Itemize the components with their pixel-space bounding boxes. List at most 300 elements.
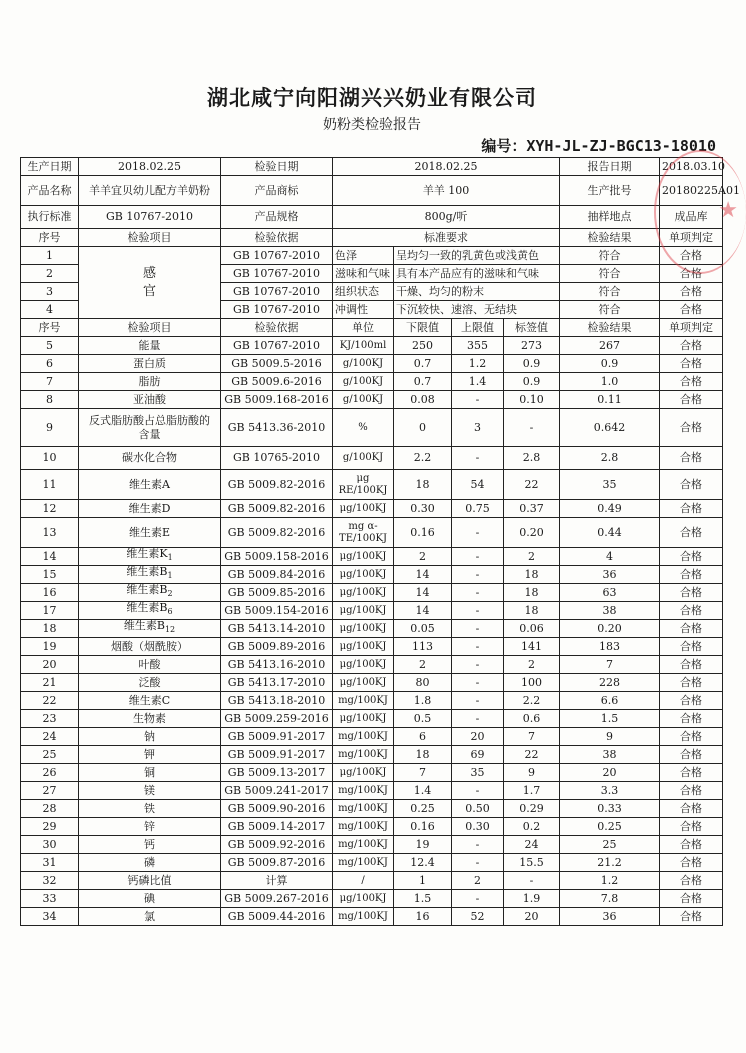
min-cell: 250: [394, 337, 452, 355]
item-subscript: 6: [167, 607, 173, 617]
unit-cell: μg/100KJ: [333, 890, 394, 908]
inspection-table: [20, 157, 740, 926]
requirement-cell: 下沉较快、速溶、无结块: [394, 301, 560, 319]
unit-cell: /: [333, 872, 394, 890]
basis-cell: GB 10767-2010: [221, 265, 333, 283]
judgement-cell: 合格: [660, 373, 723, 391]
judgement-cell: 合格: [660, 890, 723, 908]
judgement-cell: 合格: [660, 782, 723, 800]
sensory-basis-header: 检验依据: [221, 229, 333, 247]
min-cell: 6: [394, 728, 452, 746]
label-value-cell: 0.37: [504, 500, 560, 518]
item-label: 钠: [144, 729, 155, 743]
attribute-cell: 组织状态: [333, 283, 394, 301]
report-title: 奶粉类检验报告: [323, 117, 421, 133]
seq-cell: 19: [21, 638, 79, 656]
report-date-label: 报告日期: [560, 158, 660, 176]
result-cell: 228: [560, 674, 660, 692]
label-value-cell: 0.6: [504, 710, 560, 728]
item-label: 维生素K: [126, 547, 168, 561]
item-cell: [79, 373, 221, 391]
result-cell: 7: [560, 656, 660, 674]
judgement-cell: 合格: [660, 656, 723, 674]
sensory-seq-header: 序号: [21, 229, 79, 247]
seq-cell: 5: [21, 337, 79, 355]
nutrient-row: [21, 447, 723, 470]
min-cell: 0.7: [394, 373, 452, 391]
result-cell: 36: [560, 908, 660, 926]
item-label: 维生素D: [128, 501, 171, 515]
spec-label: 产品规格: [221, 206, 333, 229]
judgement-cell: 合格: [660, 247, 723, 265]
nutrient-row: [21, 710, 723, 728]
seq-cell: 4: [21, 301, 79, 319]
item-cell: [79, 890, 221, 908]
max-cell: -: [452, 602, 504, 620]
unit-cell: mg/100KJ: [333, 746, 394, 764]
basis-cell: GB 5009.44-2016: [221, 908, 333, 926]
nutrient-row: [21, 800, 723, 818]
nutrient-row: [21, 692, 723, 710]
max-cell: 2: [452, 872, 504, 890]
nutrient-seq-header: 序号: [21, 319, 79, 337]
label-value-cell: 9: [504, 764, 560, 782]
unit-cell: μg RE/100KJ: [333, 470, 394, 500]
item-cell: [79, 638, 221, 656]
judgement-cell: 合格: [660, 518, 723, 548]
item-cell: [79, 692, 221, 710]
unit-cell: mg/100KJ: [333, 908, 394, 926]
min-cell: 16: [394, 908, 452, 926]
item-subscript: 1: [167, 571, 173, 581]
seq-cell: 31: [21, 854, 79, 872]
result-cell: 4: [560, 548, 660, 566]
seq-cell: 2: [21, 265, 79, 283]
seq-cell: 8: [21, 391, 79, 409]
basis-cell: GB 5009.85-2016: [221, 584, 333, 602]
judgement-cell: 合格: [660, 470, 723, 500]
min-cell: 0.30: [394, 500, 452, 518]
unit-cell: mg/100KJ: [333, 818, 394, 836]
seq-cell: 17: [21, 602, 79, 620]
item-cell: [79, 602, 221, 620]
item-label: 叶酸: [138, 657, 161, 671]
item-cell: [79, 566, 221, 584]
label-value-cell: 22: [504, 746, 560, 764]
max-cell: -: [452, 782, 504, 800]
nutrient-row: [21, 409, 723, 447]
max-cell: -: [452, 518, 504, 548]
unit-cell: g/100KJ: [333, 447, 394, 470]
sensory-row: [21, 247, 723, 265]
result-cell: 符合: [560, 283, 660, 301]
item-label: 维生素B: [126, 601, 168, 615]
judgement-cell: 合格: [660, 301, 723, 319]
result-cell: 0.642: [560, 409, 660, 447]
max-cell: 0.75: [452, 500, 504, 518]
item-label: 维生素B: [126, 583, 168, 597]
result-cell: 符合: [560, 265, 660, 283]
basis-cell: GB 5009.84-2016: [221, 566, 333, 584]
max-cell: -: [452, 447, 504, 470]
report-date-value: 2018.03.10: [660, 158, 723, 176]
seq-cell: 27: [21, 782, 79, 800]
batch-value: 20180225A01: [660, 176, 723, 206]
result-cell: 0.49: [560, 500, 660, 518]
sensory-group-cell: 感官: [79, 247, 221, 319]
result-cell: 183: [560, 638, 660, 656]
item-label: 烟酸（烟酰胺）: [111, 639, 188, 653]
sensory-requirement-header: 标准要求: [333, 229, 560, 247]
judgement-cell: 合格: [660, 692, 723, 710]
sampling-value: 成品库: [660, 206, 723, 229]
min-cell: 18: [394, 746, 452, 764]
item-label: 碳水化合物: [122, 451, 177, 464]
max-cell: 355: [452, 337, 504, 355]
nutrient-row: [21, 548, 723, 566]
basis-cell: GB 5413.36-2010: [221, 409, 333, 447]
nutrient-row: [21, 373, 723, 391]
item-label: 钙磷比值: [127, 873, 172, 887]
seq-cell: 21: [21, 674, 79, 692]
max-cell: 52: [452, 908, 504, 926]
unit-cell: g/100KJ: [333, 373, 394, 391]
product-name-value: 羊羊宜贝幼儿配方羊奶粉: [79, 176, 221, 206]
stamp-star-icon: ★: [718, 198, 738, 223]
item-cell: [79, 782, 221, 800]
result-cell: 21.2: [560, 854, 660, 872]
nutrient-judgement-header: 单项判定: [660, 319, 723, 337]
judgement-cell: 合格: [660, 854, 723, 872]
judgement-cell: 合格: [660, 728, 723, 746]
max-cell: 69: [452, 746, 504, 764]
label-value-cell: 15.5: [504, 854, 560, 872]
seq-cell: 6: [21, 355, 79, 373]
min-cell: 14: [394, 602, 452, 620]
judgement-cell: 合格: [660, 800, 723, 818]
label-value-cell: 1.7: [504, 782, 560, 800]
basis-cell: GB 5009.90-2016: [221, 800, 333, 818]
document-number: 编号：XYH-JL-ZJ-BGC13-18010: [481, 137, 716, 155]
seq-cell: 10: [21, 447, 79, 470]
nutrient-row: [21, 566, 723, 584]
basis-cell: GB 10767-2010: [221, 283, 333, 301]
nutrient-row: [21, 908, 723, 926]
nutrient-max-header: 上限值: [452, 319, 504, 337]
info-row-3: [21, 206, 723, 229]
min-cell: 0.25: [394, 800, 452, 818]
result-cell: 1.2: [560, 872, 660, 890]
item-subscript: 1: [167, 553, 173, 563]
basis-cell: GB 5009.6-2016: [221, 373, 333, 391]
label-value-cell: 20: [504, 908, 560, 926]
attribute-cell: 滋味和气味: [333, 265, 394, 283]
unit-cell: μg/100KJ: [333, 584, 394, 602]
label-value-cell: 0.9: [504, 373, 560, 391]
min-cell: 80: [394, 674, 452, 692]
max-cell: -: [452, 391, 504, 409]
seq-cell: 18: [21, 620, 79, 638]
result-cell: 63: [560, 584, 660, 602]
label-value-cell: 2: [504, 548, 560, 566]
result-cell: 35: [560, 470, 660, 500]
nutrient-row: [21, 746, 723, 764]
max-cell: 35: [452, 764, 504, 782]
nutrient-row: [21, 391, 723, 409]
result-cell: 0.33: [560, 800, 660, 818]
result-cell: 267: [560, 337, 660, 355]
unit-cell: μg/100KJ: [333, 764, 394, 782]
label-value-cell: 7: [504, 728, 560, 746]
seq-cell: 23: [21, 710, 79, 728]
basis-cell: GB 5009.92-2016: [221, 836, 333, 854]
judgement-cell: 合格: [660, 908, 723, 926]
item-label: 维生素E: [128, 525, 171, 539]
label-value-cell: 0.9: [504, 355, 560, 373]
item-subscript: 2: [167, 589, 173, 599]
min-cell: 2: [394, 548, 452, 566]
label-value-cell: 2.2: [504, 692, 560, 710]
seq-cell: 13: [21, 518, 79, 548]
judgement-cell: 合格: [660, 764, 723, 782]
standard-label: 执行标准: [21, 206, 79, 229]
max-cell: 0.50: [452, 800, 504, 818]
label-value-cell: 1.9: [504, 890, 560, 908]
min-cell: 19: [394, 836, 452, 854]
max-cell: -: [452, 566, 504, 584]
basis-cell: GB 5009.158-2016: [221, 548, 333, 566]
unit-cell: KJ/100ml: [333, 337, 394, 355]
item-label: 维生素B: [123, 619, 165, 633]
max-cell: -: [452, 674, 504, 692]
label-value-cell: 0.06: [504, 620, 560, 638]
max-cell: -: [452, 584, 504, 602]
basis-cell: GB 5009.89-2016: [221, 638, 333, 656]
label-value-cell: 18: [504, 602, 560, 620]
unit-cell: %: [333, 409, 394, 447]
item-cell: [79, 337, 221, 355]
brand-value: 羊羊 100: [333, 176, 560, 206]
seq-cell: 14: [21, 548, 79, 566]
basis-cell: GB 5009.82-2016: [221, 518, 333, 548]
judgement-cell: 合格: [660, 872, 723, 890]
label-value-cell: 141: [504, 638, 560, 656]
judgement-cell: 合格: [660, 566, 723, 584]
judgement-cell: 合格: [660, 447, 723, 470]
item-cell: [79, 764, 221, 782]
judgement-cell: 合格: [660, 818, 723, 836]
basis-cell: GB 5009.87-2016: [221, 854, 333, 872]
result-cell: 0.9: [560, 355, 660, 373]
seq-cell: 1: [21, 247, 79, 265]
sensory-result-header: 检验结果: [560, 229, 660, 247]
result-cell: 9: [560, 728, 660, 746]
judgement-cell: 合格: [660, 674, 723, 692]
result-cell: 0.44: [560, 518, 660, 548]
max-cell: -: [452, 710, 504, 728]
max-cell: -: [452, 836, 504, 854]
unit-cell: μg/100KJ: [333, 500, 394, 518]
item-label: 镁: [144, 783, 155, 797]
min-cell: 12.4: [394, 854, 452, 872]
sampling-label: 抽样地点: [560, 206, 660, 229]
nutrient-row: [21, 638, 723, 656]
basis-cell: GB 5009.259-2016: [221, 710, 333, 728]
attribute-cell: 色泽: [333, 247, 394, 265]
max-cell: -: [452, 656, 504, 674]
item-cell: [79, 355, 221, 373]
unit-cell: mg α-TE/100KJ: [333, 518, 394, 548]
item-label: 维生素A: [129, 477, 170, 491]
nutrient-row: [21, 620, 723, 638]
max-cell: 1.4: [452, 373, 504, 391]
max-cell: 0.30: [452, 818, 504, 836]
nutrient-row: [21, 500, 723, 518]
item-label: 泛酸: [138, 675, 161, 689]
test-date-label: 检验日期: [221, 158, 333, 176]
result-cell: 0.25: [560, 818, 660, 836]
unit-cell: mg/100KJ: [333, 782, 394, 800]
min-cell: 1.8: [394, 692, 452, 710]
result-cell: 38: [560, 746, 660, 764]
company-name: 湖北咸宁向阳湖兴兴奶业有限公司: [207, 86, 537, 110]
basis-cell: GB 10765-2010: [221, 447, 333, 470]
unit-cell: mg/100KJ: [333, 800, 394, 818]
item-label: 亚油酸: [133, 392, 166, 406]
label-value-cell: 0.10: [504, 391, 560, 409]
basis-cell: GB 5009.91-2017: [221, 728, 333, 746]
seq-cell: 28: [21, 800, 79, 818]
result-cell: 20: [560, 764, 660, 782]
basis-cell: GB 5009.14-2017: [221, 818, 333, 836]
item-cell: [79, 836, 221, 854]
item-label: 铜: [144, 765, 155, 779]
basis-cell: GB 5009.91-2017: [221, 746, 333, 764]
seq-cell: 25: [21, 746, 79, 764]
unit-cell: μg/100KJ: [333, 674, 394, 692]
unit-cell: g/100KJ: [333, 355, 394, 373]
item-cell: [79, 447, 221, 470]
item-cell: [79, 391, 221, 409]
result-cell: 0.11: [560, 391, 660, 409]
basis-cell: GB 10767-2010: [221, 337, 333, 355]
result-cell: 3.3: [560, 782, 660, 800]
item-cell: [79, 584, 221, 602]
max-cell: -: [452, 890, 504, 908]
unit-cell: μg/100KJ: [333, 566, 394, 584]
product-name-label: 产品名称: [21, 176, 79, 206]
judgement-cell: 合格: [660, 548, 723, 566]
nutrient-row: [21, 656, 723, 674]
unit-cell: μg/100KJ: [333, 638, 394, 656]
label-value-cell: 2: [504, 656, 560, 674]
min-cell: 0.16: [394, 818, 452, 836]
test-date-value: 2018.02.25: [333, 158, 560, 176]
label-value-cell: 100: [504, 674, 560, 692]
label-value-cell: 22: [504, 470, 560, 500]
item-cell: [79, 872, 221, 890]
judgement-cell: 合格: [660, 584, 723, 602]
info-row-2: [21, 176, 723, 206]
judgement-cell: 合格: [660, 836, 723, 854]
item-cell: [79, 548, 221, 566]
item-label: 碘: [144, 891, 155, 905]
info-row-1: [21, 158, 723, 176]
basis-cell: GB 5009.168-2016: [221, 391, 333, 409]
judgement-cell: 合格: [660, 746, 723, 764]
result-cell: 1.5: [560, 710, 660, 728]
result-cell: 符合: [560, 247, 660, 265]
nutrient-result-header: 检验结果: [560, 319, 660, 337]
label-value-cell: -: [504, 409, 560, 447]
item-cell: [79, 518, 221, 548]
nutrient-unit-header: 单位: [333, 319, 394, 337]
max-cell: 20: [452, 728, 504, 746]
seq-cell: 30: [21, 836, 79, 854]
unit-cell: μg/100KJ: [333, 602, 394, 620]
item-cell: [79, 674, 221, 692]
requirement-cell: 干燥、均匀的粉末: [394, 283, 560, 301]
basis-cell: GB 10767-2010: [221, 301, 333, 319]
basis-cell: GB 5413.16-2010: [221, 656, 333, 674]
label-value-cell: 18: [504, 566, 560, 584]
nutrient-row: [21, 518, 723, 548]
min-cell: 0.08: [394, 391, 452, 409]
production-date-value: 2018.02.25: [79, 158, 221, 176]
sensory-header-row: [21, 229, 723, 247]
max-cell: -: [452, 620, 504, 638]
sensory-item-header: 检验项目: [79, 229, 221, 247]
max-cell: 1.2: [452, 355, 504, 373]
item-cell: [79, 409, 221, 447]
min-cell: 1.4: [394, 782, 452, 800]
item-label: 反式脂肪酸占总脂肪酸的含量: [89, 413, 210, 441]
item-cell: [79, 854, 221, 872]
seq-cell: 20: [21, 656, 79, 674]
nutrient-min-header: 下限值: [394, 319, 452, 337]
basis-cell: GB 5009.267-2016: [221, 890, 333, 908]
max-cell: -: [452, 854, 504, 872]
label-value-cell: 0.29: [504, 800, 560, 818]
basis-cell: 计算: [221, 872, 333, 890]
min-cell: 14: [394, 584, 452, 602]
judgement-cell: 合格: [660, 391, 723, 409]
nutrient-row: [21, 890, 723, 908]
seq-cell: 24: [21, 728, 79, 746]
item-cell: [79, 818, 221, 836]
min-cell: 0: [394, 409, 452, 447]
basis-cell: GB 5009.13-2017: [221, 764, 333, 782]
seq-cell: 34: [21, 908, 79, 926]
item-cell: [79, 500, 221, 518]
requirement-cell: 具有本产品应有的滋味和气味: [394, 265, 560, 283]
result-cell: 7.8: [560, 890, 660, 908]
item-label: 钙: [144, 837, 155, 851]
result-cell: 25: [560, 836, 660, 854]
item-label: 锌: [144, 819, 155, 833]
min-cell: 0.7: [394, 355, 452, 373]
unit-cell: mg/100KJ: [333, 692, 394, 710]
label-value-cell: 0.2: [504, 818, 560, 836]
result-cell: 38: [560, 602, 660, 620]
nutrient-row: [21, 337, 723, 355]
max-cell: 3: [452, 409, 504, 447]
judgement-cell: 合格: [660, 620, 723, 638]
seq-cell: 15: [21, 566, 79, 584]
judgement-cell: 合格: [660, 500, 723, 518]
unit-cell: μg/100KJ: [333, 548, 394, 566]
min-cell: 2.2: [394, 447, 452, 470]
